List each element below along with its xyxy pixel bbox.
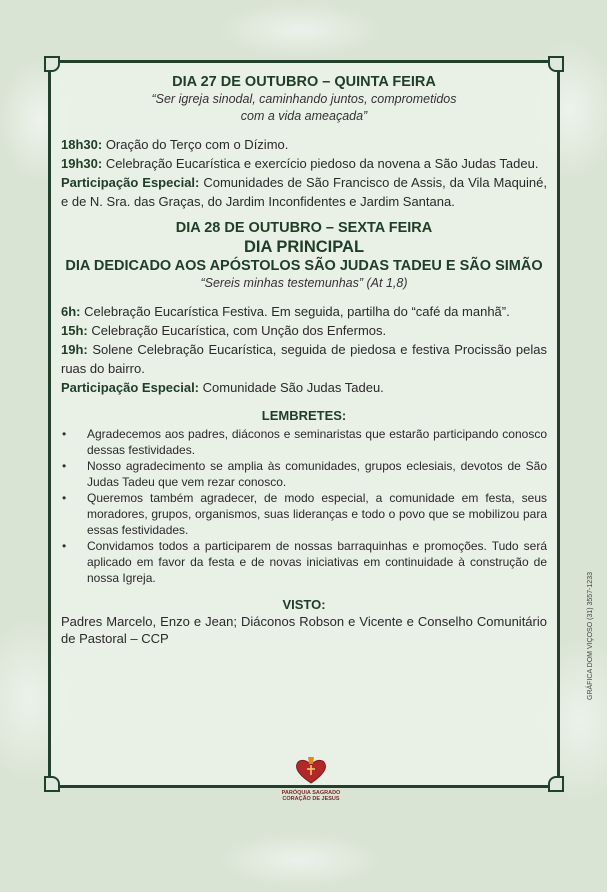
item-label: 19h: xyxy=(61,342,88,357)
flyer-content xyxy=(61,73,547,647)
seal-line1: PARÓQUIA SAGRADO xyxy=(281,790,341,796)
list-item: • Nosso agradecimento se amplia às comunidades, grupos eclesiais, devotos de São Judas Tadeu que vem rezar conosco. xyxy=(61,458,547,490)
content-frame xyxy=(48,60,560,802)
day2-dedication: DIA DEDICADO AOS APÓSTOLOS SÃO JUDAS TADEU E SÃO SIMÃO xyxy=(65,258,543,274)
reminders-list xyxy=(61,426,547,586)
item-label: Participação Especial: xyxy=(61,175,200,190)
item-label: 15h: xyxy=(61,323,88,338)
list-item: • Convidamos todos a participarem de nossas barraquinhas e promoções. Tudo será aplicado em favor da festa e de novas iniciativas em continuidade à construção de nossa Igreja. xyxy=(61,538,547,586)
list-item: • Agradecemos aos padres, diáconos e seminaristas que estarão participando conosco dessas festividades. xyxy=(61,426,547,458)
day1-title: DIA 27 DE OUTUBRO – QUINTA FEIRA xyxy=(172,74,436,90)
item-label: Participação Especial: xyxy=(61,380,200,395)
item-text: Comunidades de São Francisco de Assis, da Vila Maquiné, e de N. Sra. das Graças, do Jardim Inconfidentes e Jardim Santana. xyxy=(61,175,547,209)
item-text: Comunidade São Judas Tadeu. xyxy=(199,380,384,395)
day2-quote: “Sereis minhas testemunhas” (At 1,8) xyxy=(200,276,408,290)
day2-item xyxy=(61,340,547,378)
item-text: Celebração Eucarística e exercício piedoso da novena a São Judas Tadeu. xyxy=(102,156,539,171)
day1-item xyxy=(61,154,547,173)
day1-quote-line1: “Ser igreja sinodal, caminhando juntos, comprometidos xyxy=(151,92,457,106)
frame-corner xyxy=(44,56,60,72)
day2-title: DIA 28 DE OUTUBRO – SEXTA FEIRA xyxy=(175,220,433,236)
day1-quote-line2: com a vida ameaçada” xyxy=(240,109,368,123)
list-item: • Queremos também agradecer, de modo especial, a comunidade em festa, seus moradores, grupos, organismos, suas lideranças e todo o povo que se mobilizou para essas festividades. xyxy=(61,490,547,538)
day2-item xyxy=(61,302,547,321)
day1-item xyxy=(61,135,547,154)
item-text: Solene Celebração Eucarística, seguida de piedosa e festiva Procissão pelas ruas do bairro. xyxy=(61,342,547,376)
frame-corner xyxy=(548,56,564,72)
item-label: 6h: xyxy=(61,304,81,319)
sacred-heart-icon xyxy=(291,755,331,785)
parish-seal xyxy=(277,755,345,802)
day1-item xyxy=(61,173,547,211)
visto-title: VISTO: xyxy=(282,597,326,612)
item-text: Celebração Eucarística, com Unção dos Enfermos. xyxy=(87,323,387,338)
day2-item xyxy=(61,321,547,340)
frame-corner xyxy=(44,776,60,792)
visto-text: Padres Marcelo, Enzo e Jean; Diáconos Robson e Vicente e Conselho Comunitário de Pastoral – CCP xyxy=(61,614,547,646)
item-label: 19h30: xyxy=(61,156,103,171)
seal-line2: CORAÇÃO DE JESUS xyxy=(282,796,340,802)
frame-corner xyxy=(548,776,564,792)
reminders-title: LEMBRETES: xyxy=(261,408,347,423)
printer-credit: GRÁFICA DOM VIÇOSO (31) 3557-1233 xyxy=(587,572,594,700)
item-text: Oração do Terço com o Dízimo. xyxy=(102,137,289,152)
day2-item xyxy=(61,378,547,397)
day2-subtitle: DIA PRINCIPAL xyxy=(243,238,365,256)
item-label: 18h30: xyxy=(61,137,103,152)
item-text: Celebração Eucarística Festiva. Em seguida, partilha do “café da manhã”. xyxy=(80,304,510,319)
